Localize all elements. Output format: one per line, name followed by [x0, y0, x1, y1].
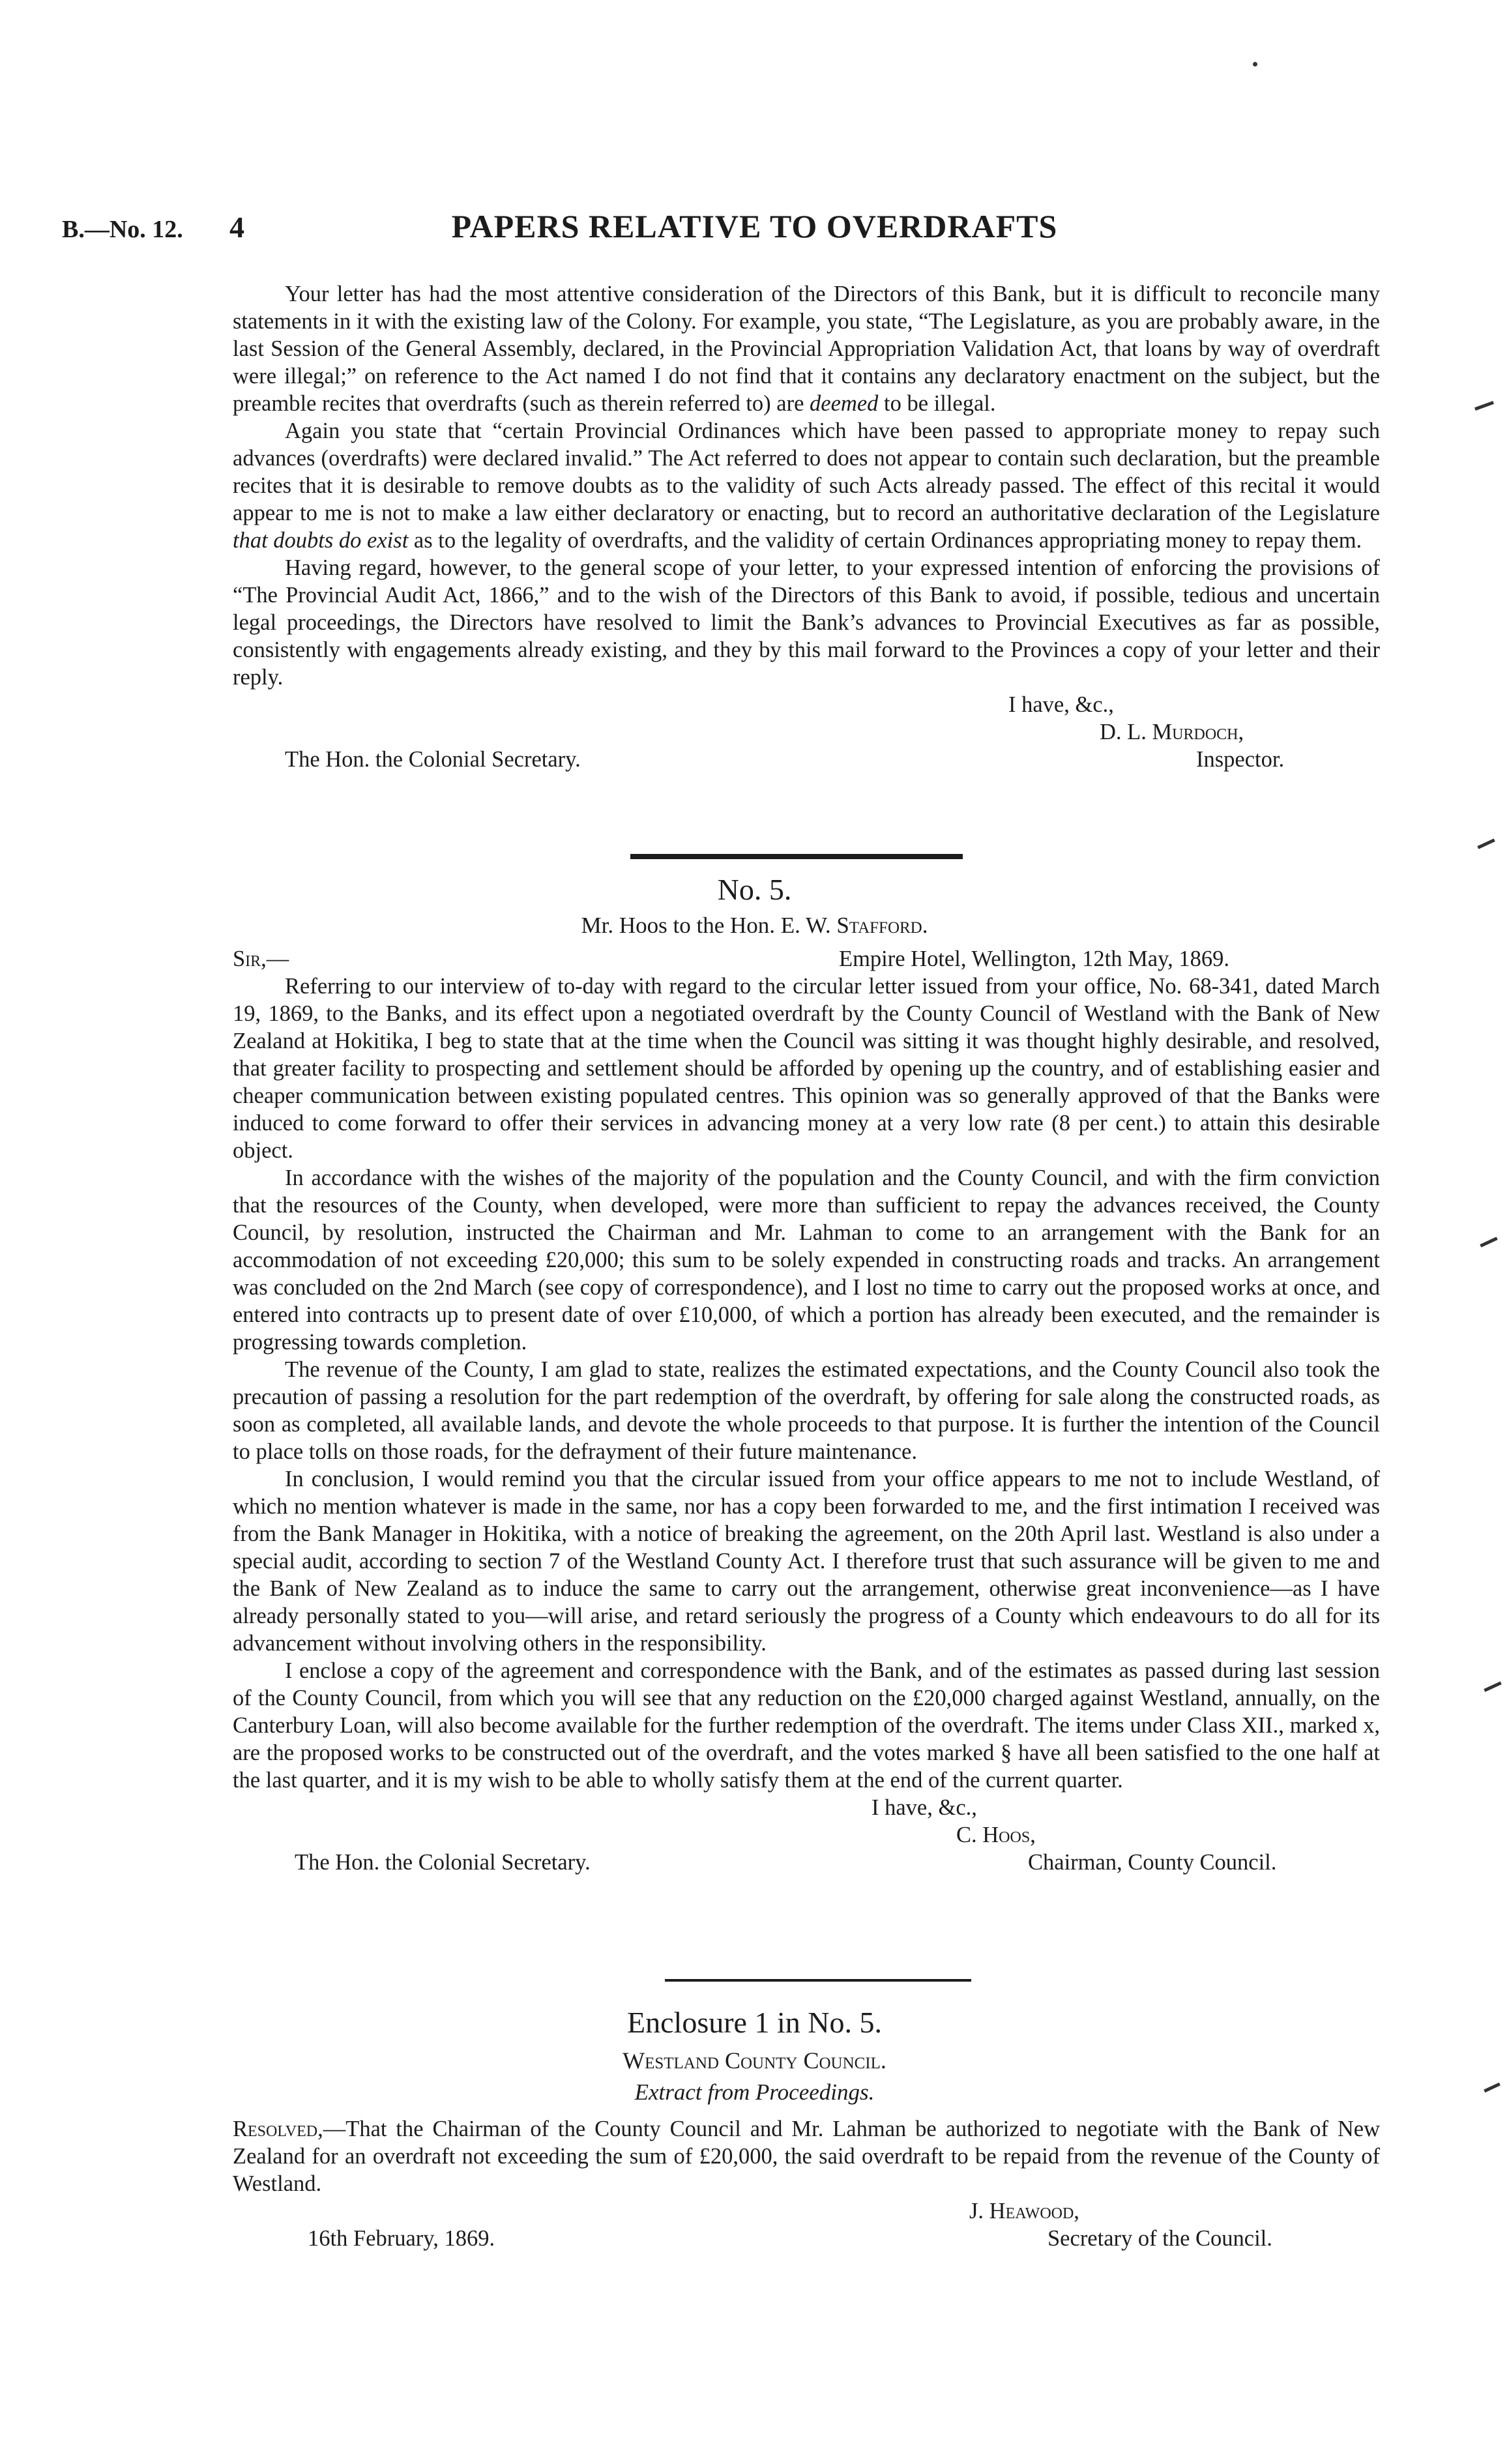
page-header: [0, 207, 1509, 246]
emphasis: that doubts do exist: [233, 528, 409, 553]
page-title: PAPERS RELATIVE TO OVERDRAFTS: [451, 208, 1058, 244]
salutation: Sir,—: [233, 946, 289, 971]
margin-mark: [1477, 838, 1495, 849]
margin-mark: [1474, 401, 1494, 411]
paragraph: Your letter has had the most attentive consideration of the Directors of this Bank, but it is difficult to reconcile many statements in it with the existing law of the Colony. For example, you state, “The Legislature, as you are probably aware, in the last Session of the General Assembly, declared, in the Provincial Appropriation Validation Act, that loans by way of overdraft were illegal;” on reference to the Act named I do not find that it contains any declaratory enactment on the subject, but the preamble recites that overdrafts (such as therein referred to) are deemed to be illegal.: [233, 282, 1380, 416]
signature: D. L. Murdoch,: [1100, 720, 1244, 744]
paragraph: Again you state that “certain Provincial Ordinances which have been passed to appropriate money to repay such advances (overdrafts) were declared invalid.” The Act referred to does not appear to contain such declaration, but the preamble recites that it is desirable to remove doubts as to the validity of such Acts already passed. The effect of this recital it would appear to me is not to make a law either declaratory or enacting, but to record an authoritative declaration of the Legislature that doubts do exist as to the legality of overdrafts, and the validity of certain Ordinances appropriating money to repay them.: [233, 418, 1380, 553]
margin-mark: [1484, 1681, 1501, 1692]
letter-murdoch-body: [233, 280, 1380, 773]
paragraph: The revenue of the County, I am glad to state, realizes the estimated expectations, and the County Council also took the precaution of passing a resolution for the part redemption of the overdraft, by offering for sale along the constructed roads, as soon as completed, all available lands, and devote the whole proceeds to that purpose. It is further the intention of the Council to place tolls on those roads, for the defrayment of their future maintenance.: [233, 1357, 1380, 1464]
paragraph: Referring to our interview of to-day with regard to the circular letter issued from your office, No. 68-341, dated March 19, 1869, to the Banks, and its effect upon a negotiated overdraft by the County Council of Westland with the Bank of New Zealand at Hokitika, I beg to state that at the time when the Council was sitting it was thought highly desirable, and resolved, that greater facility to prospecting and settlement should be afforded by opening up the country, and of establishing easier and cheaper communication between existing populated centres. This opinion was so generally approved of that the Banks were induced to come forward to offer their services in advancing money at a very low rate (8 per cent.) to attain this desirable object.: [233, 974, 1380, 1163]
addressee: The Hon. the Colonial Secretary.: [285, 747, 581, 772]
resolution-date: 16th February, 1869.: [308, 2226, 495, 2251]
addressee: The Hon. the Colonial Secretary.: [295, 1850, 591, 1875]
enclosure-heading: Enclosure 1 in No. 5.: [627, 2006, 882, 2039]
document-reference: B.—No. 12.: [62, 216, 183, 243]
signature-title: Secretary of the Council.: [1048, 2226, 1272, 2251]
paragraph: In accordance with the wishes of the majority of the population and the County Council, and with the firm conviction that the resources of the County, when developed, were more than sufficient to repay the advances received, the County Council, by resolution, instructed the Chairman and Mr. Lahman to come to an arrangement with the Bank for an accommodation of not exceeding £20,000; this sum to be solely expended in constructing roads and tracks. An arrangement was concluded on the 2nd March (see copy of correspondence), and I lost no time to carry out the proposed works at once, and entered into contracts up to present date of over £10,000, of which a portion has already been executed, and the remainder is progressing towards completion.: [233, 1166, 1380, 1355]
signature: C. Hoos,: [956, 1823, 1036, 1847]
paragraph: I enclose a copy of the agreement and correspondence with the Bank, and of the estimates as passed during last session of the County Council, from which you will see that any reduction on the £20,000 charged against Westland, annually, on the Canterbury Loan, will also become available for the further redemption of the overdraft. The items under Class XII., marked x, are the proposed works to be constructed out of the overdraft, and the votes marked § have all been satisfied to the one half at the last quarter, and it is my wish to be able to wholly satisfy them at the end of the current quarter.: [233, 1658, 1380, 1793]
resolution: Resolved,—That the Chairman of the County Council and Mr. Lahman be authorized to negotiate with the Bank of New Zealand for an overdraft not exceeding the sum of £20,000, the said overdraft to be repaid from the revenue of the County of Westland.: [233, 2117, 1380, 2196]
signature-title: Inspector.: [1196, 747, 1285, 772]
scan-speck: [1253, 62, 1257, 66]
section-divider: [630, 854, 963, 859]
council-name: Westland County Council.: [623, 2047, 886, 2074]
closing: I have, &c.,: [872, 1795, 977, 1820]
closing: I have, &c.,: [1008, 692, 1114, 717]
paragraph: In conclusion, I would remind you that the circular issued from your office appears to me not to include Westland, of which no mention whatever is made in the same, nor has a copy been forwarded to me, and the first intimation I received was from the Bank Manager in Hokitika, with a notice of breaking the agreement, on the 20th April last. Westland is also under a special audit, according to section 7 of the Westland County Act. I therefore trust that such assurance will be given to me and the Bank of New Zealand as to induce the same to carry out the arrangement, otherwise great inconvenience—as I have already personally stated to you—will arise, and retard seriously the progress of a County which endeavours to do all for its advancement without involving others in the responsibility.: [233, 1467, 1380, 1656]
paragraph: Having regard, however, to the general scope of your letter, to your expressed intention of enforcing the provisions of “The Provincial Audit Act, 1866,” and to the wish of the Directors of this Bank to avoid, if possible, tedious and uncertain legal proceedings, the Directors have resolved to limit the Bank’s advances to Provincial Executives as far as possible, consistently with engagements already existing, and they by this mail forward to the Provinces a copy of your letter and their reply.: [233, 555, 1380, 690]
letter-hoos-body: [233, 945, 1380, 1876]
section-divider: [665, 1979, 971, 1982]
letter-subheading: Mr. Hoos to the Hon. E. W. Stafford.: [581, 913, 928, 938]
signature: J. Heawood,: [969, 2199, 1079, 2223]
place-date: Empire Hotel, Wellington, 12th May, 1869.: [839, 946, 1229, 971]
emphasis: deemed: [810, 391, 879, 416]
section-heading: No. 5.: [717, 873, 792, 906]
resolution-body: [233, 2115, 1380, 2252]
margin-mark: [1480, 1237, 1497, 1247]
signature-title: Chairman, County Council.: [1028, 1850, 1277, 1875]
extract-title: Extract from Proceedings.: [634, 2079, 875, 2105]
page-number: 4: [229, 211, 244, 244]
